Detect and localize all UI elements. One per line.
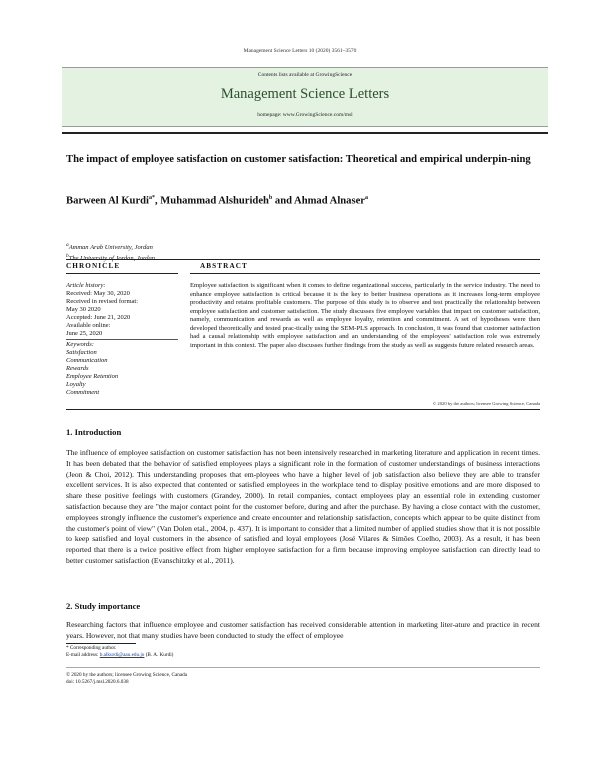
article-history xyxy=(66,282,178,397)
keyword: Loyalty xyxy=(66,381,86,388)
abstract-copyright: © 2020 by the authors; licensee Growing Science, Canada xyxy=(432,401,540,406)
author-1: Barween Al Kurdi xyxy=(66,195,149,207)
footnote xyxy=(66,645,173,659)
keyword: Communication xyxy=(66,357,108,364)
author-line xyxy=(66,195,368,207)
affiliation-a xyxy=(66,241,155,252)
keywords-rule xyxy=(66,339,178,340)
footer-doi: doi: 10.5267/j.msl.2020.6.038 xyxy=(66,678,129,685)
history-line: Accepted: June 21, 2020 xyxy=(66,314,131,321)
author-3: and Ahmad Alnaser xyxy=(272,195,365,207)
history-line: Received in revised format: xyxy=(66,298,139,305)
journal-name: Management Science Letters xyxy=(220,86,390,102)
history-line: Article history: xyxy=(66,282,106,289)
page-footer xyxy=(66,672,187,686)
journal-masthead xyxy=(62,67,548,127)
keyword: Commitment xyxy=(66,389,100,396)
abstract-bottom-rule xyxy=(66,409,540,410)
history-line: June 25, 2020 xyxy=(66,330,103,337)
running-header: Management Science Letters 10 (2020) 3561–3570 xyxy=(243,48,357,54)
section-heading-introduction: 1. Introduction xyxy=(66,427,122,437)
study-importance-paragraph: Researching factors that influence employee and customer satisfaction has received considerable attention in marketing liter-ature and practice in recent years. However, not that many studies have been conducted to study the effect of employee xyxy=(66,620,540,640)
contents-available-line: Contents lists available at GrowingScience xyxy=(257,72,353,78)
author-2-mark: b xyxy=(268,195,273,201)
affiliation-b-mark: b xyxy=(66,253,69,260)
author-email-link[interactable]: b.alkurdi@aau.edu.jo xyxy=(99,651,145,658)
abstract-text: Employee satisfaction is significant when it comes to define organizational success, particularly in the service industry. The need to enhance employee satisfaction is critical because it is the key to better business operations as it increases long-term employee productivity and retains profitable customers. The purpose of this study is to observe and test practically the relationship between employee satisfaction and customer satisfaction. The study discusses five employee variables that impact on customer satisfaction, namely, communication and rewards as well as employee loyalty, retention and commitment. A set of hypotheses were then developed theoretically and tested prac-tically using the SEM-PLS approach. In conclusion, it was found that customer satisfaction had a causal relationship with employee satisfaction and an understanding of the employees' satisfaction role was extremely important in this context. The paper also discusses further findings from the study as well as suggests future related research areas. xyxy=(190,282,540,349)
chronicle-rule xyxy=(66,273,178,274)
abstract-heading: ABSTRACT xyxy=(200,262,248,270)
keywords-heading: Keywords: xyxy=(66,341,94,348)
section-heading-study-importance: 2. Study importance xyxy=(66,601,141,611)
author-1-mark: a* xyxy=(149,195,155,201)
corresponding-author-note: * Corresponding author. xyxy=(66,645,117,651)
history-line: May 30 2020 xyxy=(66,306,101,313)
email-line xyxy=(66,652,173,659)
introduction-paragraph: The influence of employee satisfaction on customer satisfaction has not been intensively researched in marketing literature and application in recent times. It has been debated that the behavior of satisfied employees plays a significant role in the formation of customer understandings of business interactions (Jeon & Choi, 2012). This understanding proposes that em-ployees who have a higher level of job satisfaction also believe they are able to transfer excellent services. It is also expected that contented or satisfied employees in the workplace tend to display positive emotions and are more disposed to share these positive feelings with customers (Grandey, 2000). In retail companies, contact employees play an essential role in extending customer satisfaction because they are "the major contact point for the customer before, during and after the purchase. By having a close contact with the customer, employees strongly influence the customer's experience and create encounter and relationship satisfaction, concepts which appear to be quite distinct from the customer's point of view" (Van Dolen etal., 2004, p. 437). It is important to consider that a limited number of applied studies show that it is not possible to keep satisfied and loyal customers in the absence of satisfied and loyal employees (José Vilares & Simões Coelho, 2003). As a result, it has been reported that there is a twice positive effect from higher employee satisfaction for a firm because improving employee satisfaction can directly lead to better customer satisfaction (Evanschitzky et al., 2011). xyxy=(66,448,540,565)
keyword: Satisfaction xyxy=(66,349,97,356)
affiliation-a-text: Amman Arab University, Jordan xyxy=(68,244,153,252)
header-rule-top xyxy=(66,259,540,260)
author-3-mark: a xyxy=(365,195,368,201)
footer-copyright: © 2020 by the authors; licensee Growing Science, Canada xyxy=(66,672,188,678)
chronicle-heading: CHRONICLE xyxy=(66,262,121,270)
affiliation-b-text: The University of Jordan, Jordan xyxy=(68,255,156,263)
footer-rule xyxy=(66,667,540,668)
author-2: , Muhammad Alshurideh xyxy=(155,195,269,207)
footnote-rule xyxy=(66,643,136,644)
journal-homepage: homepage: www.GrowingScience.com/msl xyxy=(257,112,353,118)
affiliation-a-mark: a xyxy=(66,242,69,248)
email-label: E-mail address: xyxy=(66,651,100,658)
article-title: The impact of employee satisfaction on customer satisfaction: Theoretical and empirical underpin-ning xyxy=(66,154,531,165)
history-line: Available online: xyxy=(66,322,111,329)
keyword: Rewards xyxy=(66,365,89,372)
keyword: Employee Retention xyxy=(66,373,119,380)
history-line: Received: May 30, 2020 xyxy=(66,290,130,297)
masthead-rule xyxy=(62,132,548,134)
abstract-rule xyxy=(190,273,540,274)
email-suffix: (B. A. Kurdi) xyxy=(144,651,174,658)
